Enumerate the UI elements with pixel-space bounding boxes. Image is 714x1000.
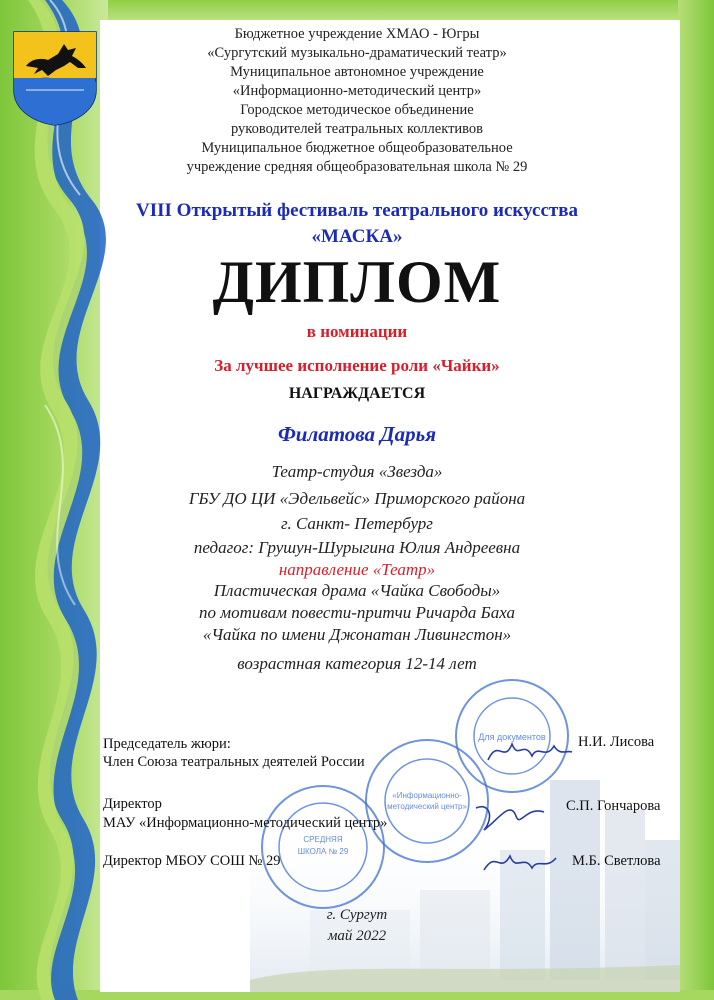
date-label: май 2022 <box>327 928 387 944</box>
detail-line: г. Санкт- Петербург <box>281 514 433 533</box>
signature-lisova <box>484 730 574 770</box>
diploma-title: ДИПЛОМ <box>212 249 502 315</box>
detail-line: «Чайка по имени Джонатан Ливингстон» <box>202 625 512 644</box>
detail-line: Театр-студия «Звезда» <box>271 462 443 481</box>
jury-chair-name: Н.И. Лисова <box>578 734 655 750</box>
director-org-label: МАУ «Информационно-методический центр» <box>103 815 388 831</box>
festival-title: «МАСКА» <box>311 226 403 247</box>
svg-text:ШКОЛА № 29: ШКОЛА № 29 <box>297 847 349 856</box>
svg-text:«Информационно-: «Информационно- <box>392 791 462 800</box>
age-category: возрастная категория 12-14 лет <box>237 654 477 673</box>
place-label: г. Сургут <box>326 907 388 923</box>
header-line: «Информационно-методический центр» <box>232 83 482 99</box>
festival-name: VIII Открытый фестиваль театрального искусства <box>136 200 578 221</box>
jury-chair-label: Председатель жюри: <box>103 736 231 752</box>
svg-text:СРЕДНЯЯ: СРЕДНЯЯ <box>303 835 343 844</box>
svg-text:методический центр»: методический центр» <box>387 802 467 811</box>
detail-line: ГБУ ДО ЦИ «Эдельвейс» Приморского района <box>188 489 526 508</box>
direction-line: направление «Театр» <box>278 560 436 579</box>
header-line: Муниципальное бюджетное общеобразовательное <box>201 140 513 156</box>
nomination-text: За лучшее исполнение роли «Чайки» <box>214 356 500 375</box>
svg-text:Для документов: Для документов <box>478 732 546 742</box>
detail-line: Пластическая драма «Чайка Свободы» <box>213 581 501 600</box>
detail-line: по мотивам повести-притчи Ричарда Баха <box>198 603 516 622</box>
header-line: руководителей театральных коллективов <box>230 121 484 137</box>
director-name: С.П. Гончарова <box>566 798 661 814</box>
school-director-label: Директор МБОУ СОШ № 29 <box>103 853 281 869</box>
signature-svetlova <box>480 844 560 880</box>
header-line: Муниципальное автономное учреждение <box>230 64 484 80</box>
header-line: Бюджетное учреждение ХМАО - Югры <box>234 26 480 42</box>
detail-line: педагог: Грушун-Шурыгина Юлия Андреевна <box>193 538 521 557</box>
director-label: Директор <box>103 796 162 812</box>
header-line: Городское методическое объединение <box>240 102 474 118</box>
header-line: «Сургутский музыкально-драматический театр» <box>207 45 507 61</box>
header-line: учреждение средняя общеобразовательная школа № 29 <box>186 159 528 175</box>
school-director-name: М.Б. Светлова <box>572 853 661 869</box>
jury-member-label: Член Союза театральных деятелей России <box>103 754 365 770</box>
nomination-intro: в номинации <box>306 322 408 341</box>
signature-goncharova <box>470 796 550 842</box>
recipient-name: Филатова Дарья <box>277 422 437 446</box>
awarded-label: НАГРАЖДАЕТСЯ <box>288 385 426 402</box>
